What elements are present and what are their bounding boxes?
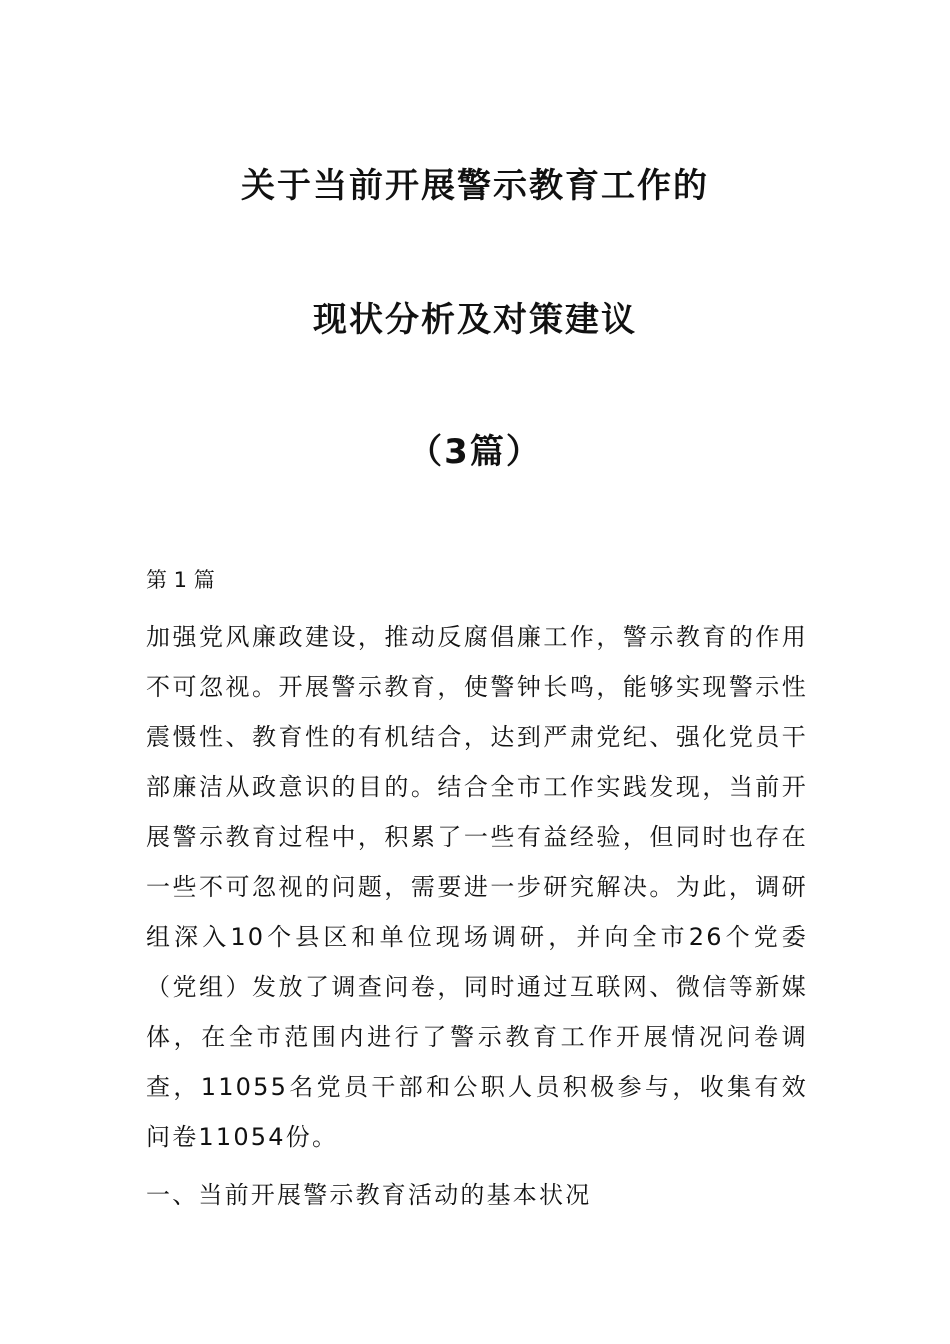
section-label: 第 1 篇 bbox=[146, 568, 215, 592]
body-paragraph: 加强党风廉政建设，推动反腐倡廉工作，警示教育的作用不可忽视。开展警示教育，使警钟长鸣，能够实现警示性震慑性、教育性的有机结合，达到严肃党纪、强化党员干部廉洁从政意识的目的。结合全市工作实践发现，当前开展警示教育过程中，积累了一些有益经验，但同时也存在一些不可忽视的问题，需要进一步研究解决。为此，调研组深入10个县区和单位现场调研，并向全市26个党委（党组）发放了调查问卷，同时通过互联网、微信等新媒体，在全市范围内进行了警示教育工作开展情况问卷调查，11055名党员干部和公职人员积极参与，收集有效问卷11054份。 bbox=[146, 623, 808, 1151]
document-body bbox=[146, 562, 808, 1220]
section-heading: 一、当前开展警示教育活动的基本状况 bbox=[146, 1181, 592, 1209]
document-title-line-2: 现状分析及对策建议 bbox=[313, 300, 637, 340]
document-title-line-1: 关于当前开展警示教育工作的 bbox=[241, 166, 709, 206]
document-title-line-3: （3篇） bbox=[408, 432, 542, 472]
